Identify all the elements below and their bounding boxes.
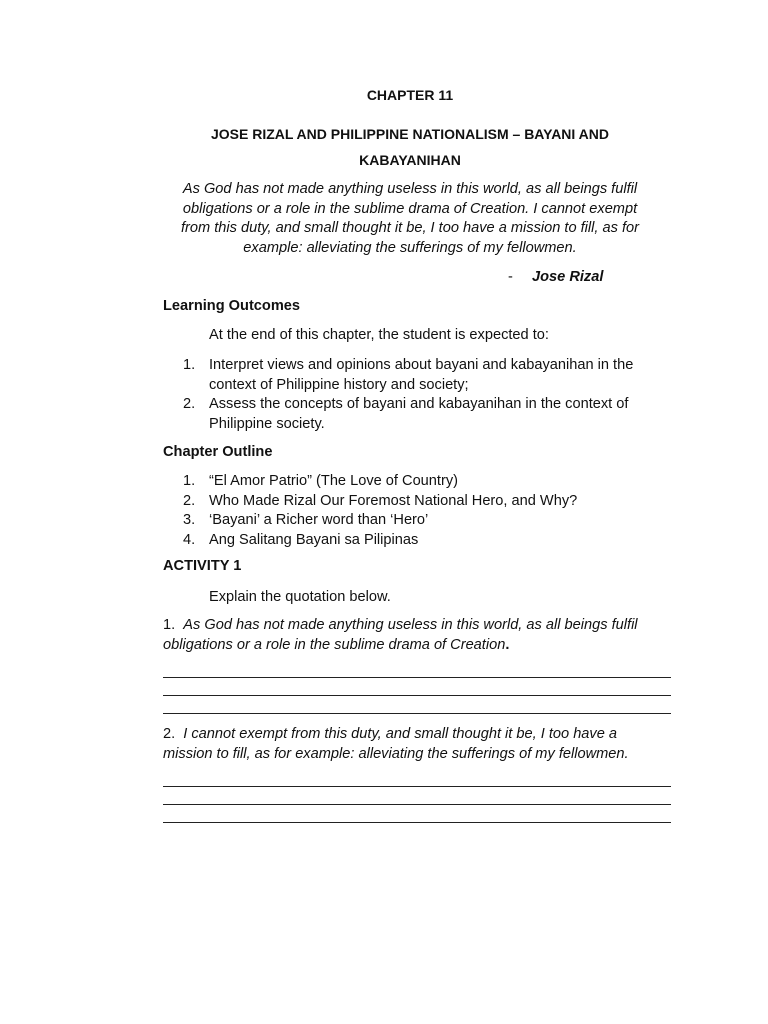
list-item-text: Who Made Rizal Our Foremost National Hero, and Why? bbox=[209, 492, 578, 509]
epigraph-quote bbox=[150, 180, 670, 258]
activity-question-1 bbox=[163, 616, 673, 655]
chapter-title-line-2: KABAYANIHAN bbox=[359, 152, 461, 168]
question-1-number: 1. bbox=[163, 617, 176, 633]
list-item-number: 1. bbox=[183, 357, 196, 373]
list-item-text-line-2: Philippine society. bbox=[209, 415, 325, 432]
list-item-text-line-1: Assess the concepts of bayani and kabayanihan in the context of bbox=[209, 396, 629, 412]
answer-line-6[interactable] bbox=[163, 822, 671, 823]
question-1-line-2 bbox=[163, 636, 673, 656]
question-2-number: 2. bbox=[163, 726, 176, 742]
answer-line-4[interactable] bbox=[163, 786, 671, 787]
chapter-title bbox=[150, 121, 670, 173]
chapter-outline-list bbox=[183, 472, 673, 550]
list-item-number: 2. bbox=[183, 396, 196, 412]
list-item-number: 2. bbox=[183, 492, 196, 509]
question-2-line-1 bbox=[163, 725, 673, 745]
activity-question-2 bbox=[163, 725, 673, 764]
list-item-text-line-2: context of Philippine history and society; bbox=[209, 376, 469, 393]
list-item-text: ‘Bayani’ a Richer word than ‘Hero’ bbox=[209, 512, 429, 528]
epigraph-attribution bbox=[508, 269, 603, 285]
epigraph-line-3: from this duty, and small thought it be, I too have a mission to fill, as for bbox=[180, 220, 640, 236]
epigraph-line-1: As God has not made anything useless in this world, as all beings fulfil bbox=[182, 181, 638, 197]
answer-line-3[interactable] bbox=[163, 713, 671, 714]
list-item-text: “El Amor Patrio” (The Love of Country) bbox=[209, 473, 458, 489]
list-item bbox=[183, 472, 673, 492]
list-item bbox=[183, 511, 673, 531]
list-item bbox=[183, 531, 673, 551]
epigraph-line-2: obligations or a role in the sublime drama of Creation. I cannot exempt bbox=[182, 200, 638, 217]
activity-heading: ACTIVITY 1 bbox=[163, 558, 242, 574]
answer-line-1[interactable] bbox=[163, 677, 671, 678]
chapter-number: CHAPTER 11 bbox=[366, 87, 454, 103]
answer-line-5[interactable] bbox=[163, 804, 671, 805]
attribution-author: Jose Rizal bbox=[532, 269, 604, 285]
list-item-text-line-1: Interpret views and opinions about bayani and kabayanihan in the bbox=[209, 357, 634, 373]
question-2-text-line-1: I cannot exempt from this duty, and small thought it be, I too have a bbox=[183, 726, 618, 742]
learning-outcomes-list bbox=[183, 356, 673, 434]
question-1-period: . bbox=[505, 636, 510, 653]
attribution-dash: - bbox=[508, 269, 513, 285]
list-item-number: 4. bbox=[183, 531, 196, 548]
chapter-title-line-1: JOSE RIZAL AND PHILIPPINE NATIONALISM – BAYANI AND bbox=[210, 126, 609, 142]
learning-outcomes-heading: Learning Outcomes bbox=[163, 298, 301, 314]
answer-line-2[interactable] bbox=[163, 695, 671, 696]
list-item bbox=[183, 395, 673, 434]
learning-outcomes-intro: At the end of this chapter, the student is expected to: bbox=[209, 327, 549, 343]
list-item bbox=[183, 356, 673, 395]
list-item-number: 3. bbox=[183, 512, 196, 528]
list-item-text: Ang Salitang Bayani sa Pilipinas bbox=[209, 531, 419, 548]
activity-instruction: Explain the quotation below. bbox=[209, 589, 391, 605]
question-2-text-line-2: mission to fill, as for example: alleviating the sufferings of my fellowmen. bbox=[163, 745, 629, 762]
chapter-outline-heading: Chapter Outline bbox=[163, 444, 273, 460]
list-item bbox=[183, 492, 673, 512]
epigraph-line-4: example: alleviating the sufferings of my fellowmen. bbox=[243, 239, 577, 256]
question-1-line-1 bbox=[163, 616, 673, 636]
question-2-line-2 bbox=[163, 745, 673, 765]
question-1-text-line-1: As God has not made anything useless in this world, as all beings fulfil bbox=[183, 617, 638, 633]
question-1-text-line-2: obligations or a role in the sublime drama of Creation bbox=[163, 636, 506, 653]
list-item-number: 1. bbox=[183, 473, 196, 489]
